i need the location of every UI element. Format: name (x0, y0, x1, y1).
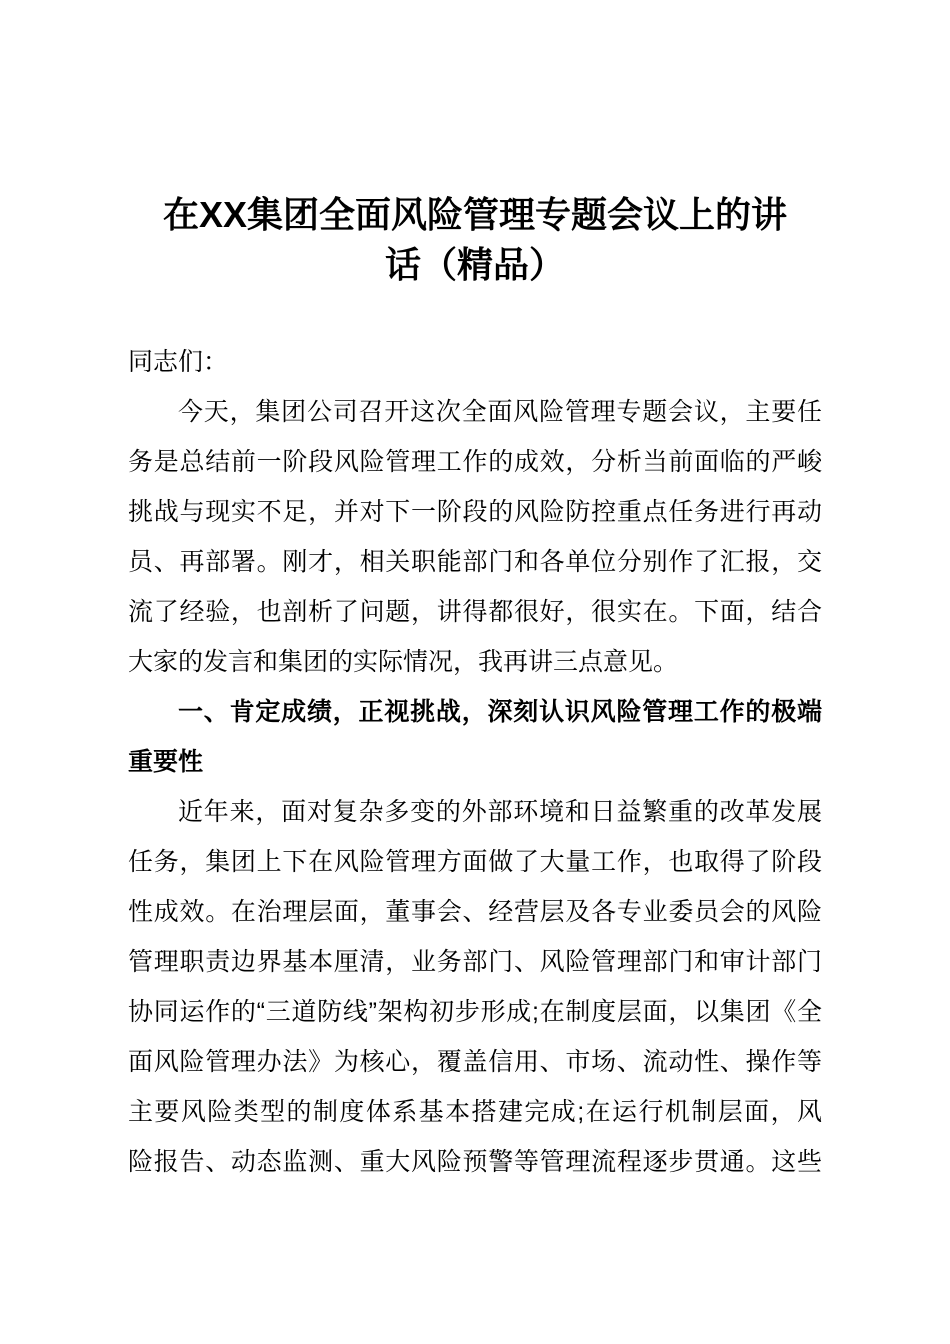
salutation: 同志们： (128, 348, 229, 376)
paragraph-line: 近年来，面对复杂多变的外部环境和日益繁重的改革发展 (178, 798, 822, 826)
paragraph-line: 管理职责边界基本厘清，业务部门、风险管理部门和审计部门 (128, 948, 822, 976)
paragraph-line: 性成效。在治理层面，董事会、经营层及各专业委员会的风险 (128, 898, 822, 926)
section-heading-line: 重要性 (128, 748, 204, 776)
paragraph-line: 员、再部署。刚才，相关职能部门和各单位分别作了汇报，交 (128, 548, 822, 576)
section-heading-line: 一、肯定成绩，正视挑战，深刻认识风险管理工作的极端 (178, 698, 822, 726)
paragraph-line: 务是总结前一阶段风险管理工作的成效，分析当前面临的严峻 (128, 448, 822, 476)
paragraph-line: 流了经验，也剖析了问题，讲得都很好，很实在。下面，结合 (128, 598, 822, 626)
paragraph-line: 险报告、动态监测、重大风险预警等管理流程逐步贯通。这些 (128, 1148, 822, 1176)
paragraph-line: 协同运作的“三道防线”架构初步形成;在制度层面，以集团《全 (128, 998, 822, 1026)
paragraph-line: 任务，集团上下在风险管理方面做了大量工作，也取得了阶段 (128, 848, 822, 876)
document-title-line-1: 在XX集团全面风险管理专题会议上的讲 (162, 194, 788, 235)
paragraph-line: 面风险管理办法》为核心，覆盖信用、市场、流动性、操作等 (128, 1048, 822, 1076)
paragraph-line: 大家的发言和集团的实际情况，我再讲三点意见。 (128, 648, 679, 676)
document-title-line-2: 话（精品） (384, 244, 565, 285)
paragraph-line: 主要风险类型的制度体系基本搭建完成;在运行机制层面，风 (128, 1098, 822, 1126)
paragraph-line: 今天，集团公司召开这次全面风险管理专题会议，主要任 (178, 398, 822, 426)
paragraph-line: 挑战与现实不足，并对下一阶段的风险防控重点任务进行再动 (128, 498, 822, 526)
